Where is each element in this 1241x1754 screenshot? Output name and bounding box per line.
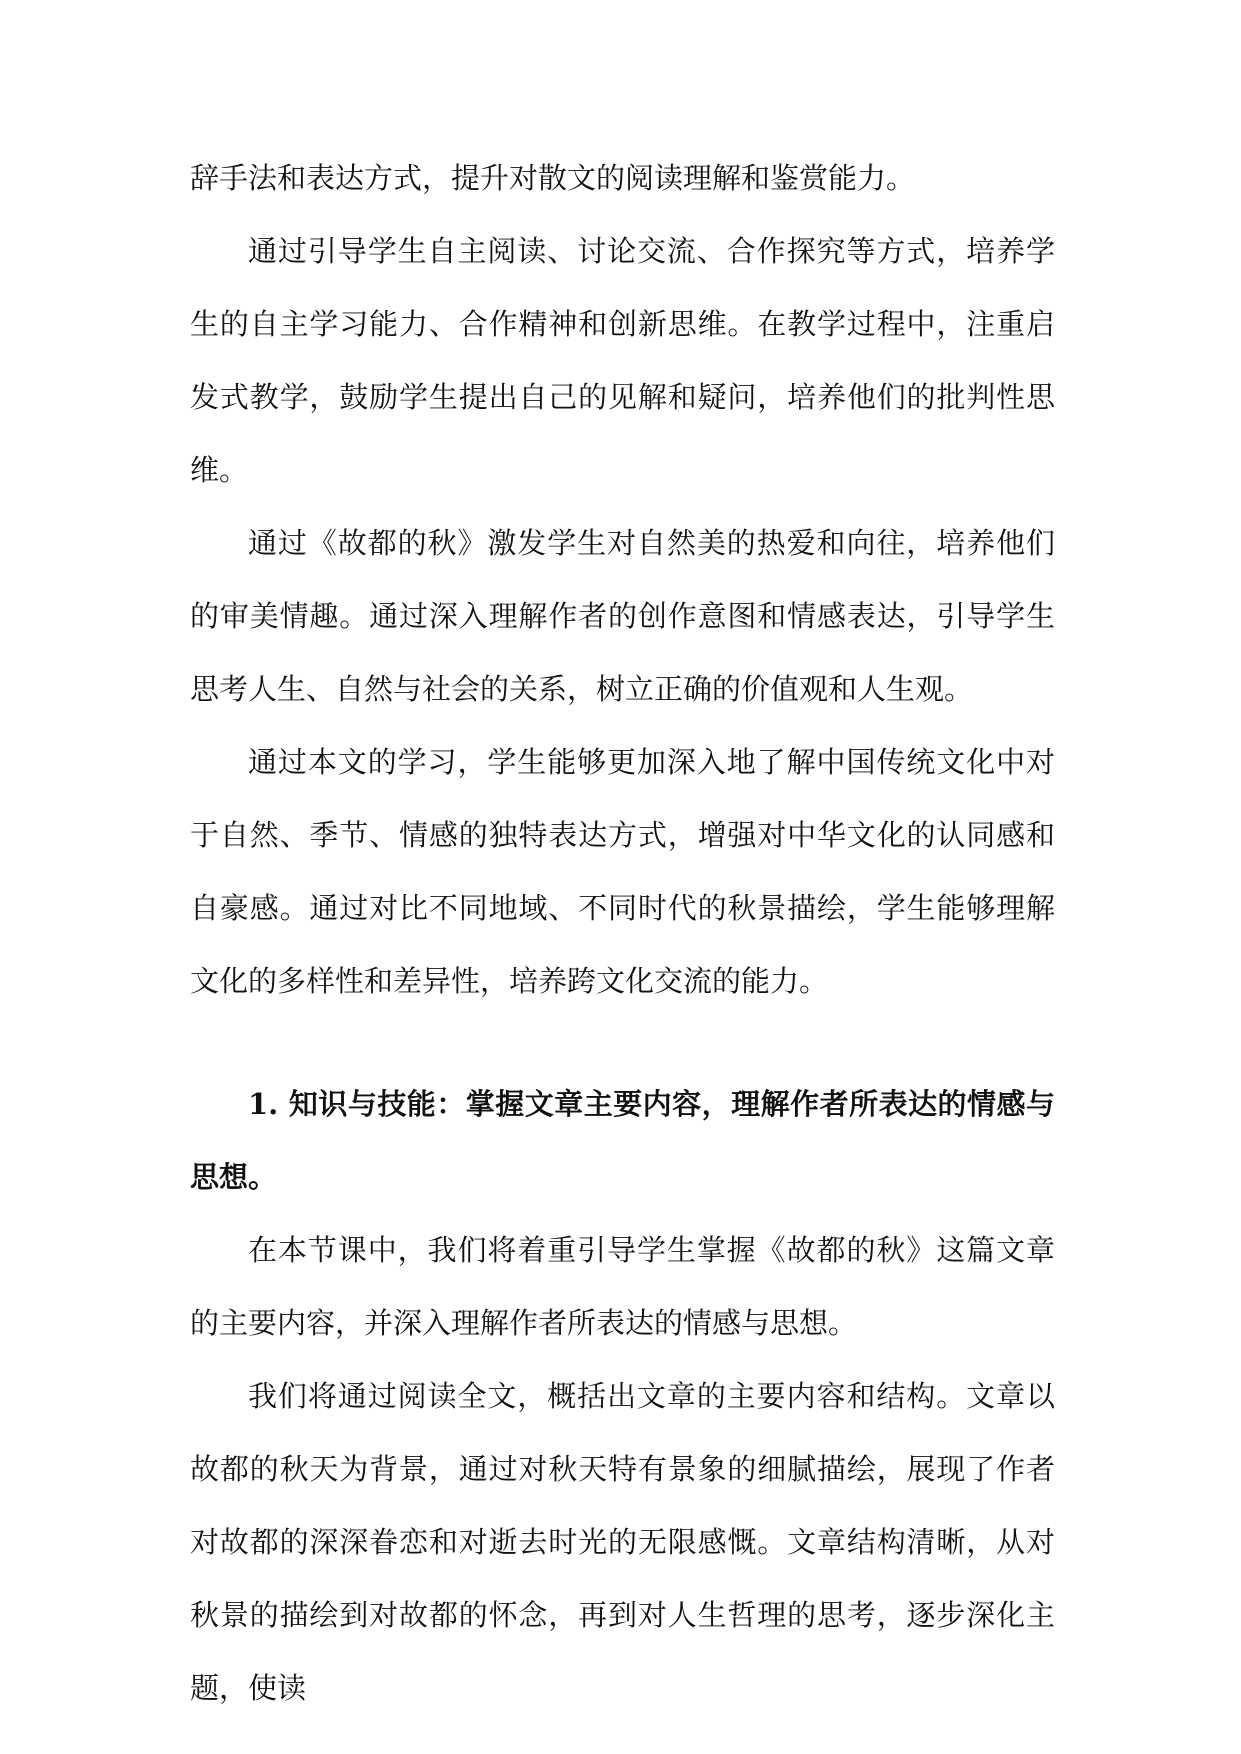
- paragraph-continued: 辞手法和表达方式，提升对散文的阅读理解和鉴赏能力。: [190, 161, 916, 195]
- section-gap: [190, 1018, 1055, 1068]
- document-page: [190, 142, 1055, 1725]
- paragraph-aesthetic-goal: 通过《故都的秋》激发学生对自然美的热爱和向往，培养他们的审美情趣。通过深入理解作者的创作意图和情感表达，引导学生思考人生、自然与社会的关系，树立正确的价值观和人生观。: [190, 526, 1055, 706]
- paragraph-culture-goal: 通过本文的学习，学生能够更加深入地了解中国传统文化中对于自然、季节、情感的独特表达方式，增强对中华文化的认同感和自豪感。通过对比不同地域、不同时代的秋景描绘，学生能够理解文化的多样性和差异性，培养跨文化交流的能力。: [190, 745, 1055, 998]
- section-heading: 1. 知识与技能：掌握文章主要内容，理解作者所表达的情感与思想。: [190, 1087, 1055, 1194]
- paragraph-section-content: 我们将通过阅读全文，概括出文章的主要内容和结构。文章以故都的秋天为背景，通过对秋天特有景象的细腻描绘，展现了作者对故都的深深眷恋和对逝去时光的无限感慨。文章结构清晰，从对秋景的描绘到对故都的怀念，再到对人生哲理的思考，逐步深化主题，使读: [190, 1379, 1055, 1705]
- paragraph-teaching-method: 通过引导学生自主阅读、讨论交流、合作探究等方式，培养学生的自主学习能力、合作精神和创新思维。在教学过程中，注重启发式教学，鼓励学生提出自己的见解和疑问，培养他们的批判性思维。: [190, 234, 1055, 487]
- paragraph-section-intro: 在本节课中，我们将着重引导学生掌握《故都的秋》这篇文章的主要内容，并深入理解作者所表达的情感与思想。: [190, 1233, 1055, 1340]
